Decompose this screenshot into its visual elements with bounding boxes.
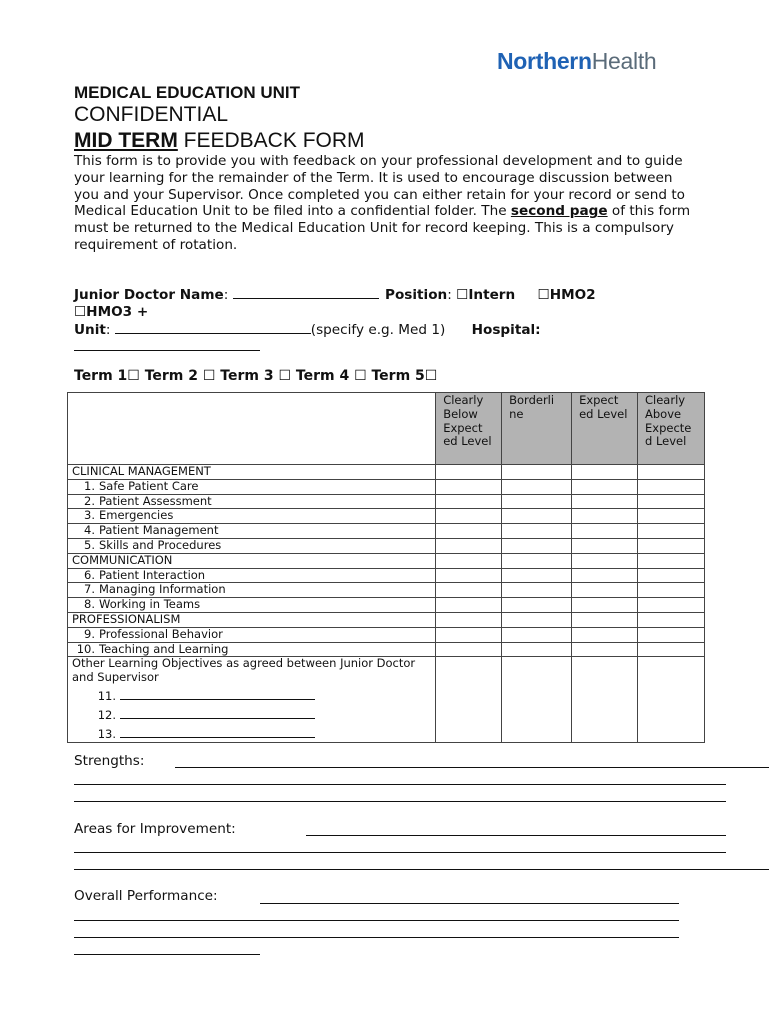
rating-cell[interactable]	[638, 568, 705, 583]
unit-label: Unit	[74, 321, 106, 338]
rating-cell[interactable]	[502, 612, 572, 627]
criterion-label: Working in Teams	[99, 597, 201, 612]
criterion-cell	[68, 509, 436, 524]
rating-cell[interactable]	[638, 642, 705, 657]
section-title: CLINICAL MANAGEMENT	[68, 465, 436, 480]
criterion-label: Professional Behavior	[99, 626, 223, 641]
rating-cell[interactable]	[436, 598, 502, 613]
objective-input-line[interactable]	[120, 708, 315, 719]
rating-cell[interactable]	[502, 553, 572, 568]
rating-cell[interactable]	[502, 465, 572, 480]
unit-hint: (specify e.g. Med 1)	[310, 321, 446, 338]
rating-cell[interactable]	[638, 553, 705, 568]
rating-cell[interactable]	[572, 509, 638, 524]
strengths-line-1[interactable]	[175, 767, 769, 768]
table-row	[68, 568, 705, 583]
objective-item	[72, 708, 431, 723]
intern-checkbox[interactable]: ☐Intern	[456, 287, 516, 303]
hospital-field[interactable]	[74, 338, 260, 351]
section-row	[68, 465, 705, 480]
criterion-cell	[68, 494, 436, 509]
criterion-label: Patient Management	[99, 523, 219, 538]
table-row	[68, 538, 705, 553]
rating-cell[interactable]	[436, 627, 502, 642]
section-title: PROFESSIONALISM	[68, 612, 436, 627]
table-row	[68, 509, 705, 524]
criterion-number: 1.	[84, 478, 95, 493]
rating-cell[interactable]	[572, 642, 638, 657]
rating-cell[interactable]	[436, 642, 502, 657]
rating-cell[interactable]	[572, 568, 638, 583]
rating-cell[interactable]	[502, 494, 572, 509]
rating-cell[interactable]	[502, 538, 572, 553]
header-expected: Expect ed Level	[572, 393, 638, 465]
hmo2-checkbox[interactable]: ☐HMO2	[537, 287, 596, 303]
criterion-cell	[68, 479, 436, 494]
rating-cell[interactable]	[502, 657, 572, 743]
criterion-cell	[68, 598, 436, 613]
rating-cell[interactable]	[502, 642, 572, 657]
table-row	[68, 524, 705, 539]
objective-item	[72, 689, 431, 704]
section-title: COMMUNICATION	[68, 553, 436, 568]
rating-cell[interactable]	[502, 583, 572, 598]
other-objectives-cell	[68, 657, 436, 743]
feedback-table	[67, 392, 705, 743]
table-row	[68, 598, 705, 613]
doctor-details: Junior Doctor Name: Position: ☐Intern ☐HMO2 ☐HMO3 + Unit: (specify e.g. Med 1) Hospital:	[74, 286, 764, 356]
rating-cell[interactable]	[436, 553, 502, 568]
header-blank-cell	[68, 393, 436, 465]
unit-field[interactable]	[115, 321, 311, 334]
objective-number: 13.	[97, 726, 116, 741]
strengths-line-2[interactable]	[74, 784, 726, 785]
rating-cell[interactable]	[572, 627, 638, 642]
confidential-heading: CONFIDENTIAL	[74, 103, 229, 126]
overall-label: Overall Performance:	[74, 888, 218, 904]
rating-cell[interactable]	[572, 524, 638, 539]
rating-cell[interactable]	[502, 598, 572, 613]
rating-cell[interactable]	[502, 524, 572, 539]
rating-cell[interactable]	[572, 583, 638, 598]
criterion-number: 7.	[84, 582, 95, 597]
overall-line-4[interactable]	[74, 954, 260, 955]
rating-cell[interactable]	[638, 509, 705, 524]
overall-line-3[interactable]	[74, 937, 679, 938]
criterion-cell	[68, 568, 436, 583]
form-title: MID TERM FEEDBACK FORM	[74, 129, 365, 152]
rating-cell[interactable]	[436, 583, 502, 598]
criterion-label: Patient Interaction	[99, 567, 206, 582]
rating-cell[interactable]	[572, 553, 638, 568]
criterion-number: 8.	[84, 597, 95, 612]
position-label: Position	[385, 287, 448, 303]
rating-cell[interactable]	[638, 524, 705, 539]
improvement-line-1[interactable]	[306, 835, 726, 836]
section-row	[68, 612, 705, 627]
rating-cell[interactable]	[638, 583, 705, 598]
improvement-line-2[interactable]	[74, 852, 726, 853]
rating-cell[interactable]	[436, 479, 502, 494]
criterion-number: 10.	[76, 641, 95, 656]
rating-cell[interactable]	[502, 627, 572, 642]
rating-cell[interactable]	[572, 612, 638, 627]
criterion-number: 2.	[84, 493, 95, 508]
rating-cell[interactable]	[436, 509, 502, 524]
objective-input-line[interactable]	[120, 727, 315, 738]
criterion-label: Managing Information	[99, 582, 226, 597]
objective-number: 11.	[97, 688, 116, 703]
northern-health-logo: NorthernHealth	[497, 48, 657, 74]
overall-line-2[interactable]	[74, 920, 679, 921]
rating-cell[interactable]	[638, 479, 705, 494]
intro-paragraph: This form is to provide you with feedback on your professional development and to guide your learning for the remainder of the Term. It is used to encourage discussion between you and your Supervisor. Once completed you can either retain for your record or send to Medical Education Unit to be filed into a confidential folder. The second page of this form must be returned to the Medical Education Unit for record keeping. This is a compulsory requirement of rotation.	[74, 153, 691, 253]
doctor-name-label: Junior Doctor Name	[74, 287, 224, 303]
objective-number: 12.	[97, 707, 116, 722]
improvement-label: Areas for Improvement:	[74, 821, 236, 837]
criterion-label: Teaching and Learning	[99, 641, 229, 656]
criterion-cell	[68, 524, 436, 539]
rating-cell[interactable]	[502, 509, 572, 524]
objective-input-line[interactable]	[120, 689, 315, 700]
unit-heading: MEDICAL EDUCATION UNIT	[74, 83, 301, 102]
hospital-label: Hospital:	[471, 321, 541, 338]
rating-cell[interactable]	[638, 598, 705, 613]
criterion-cell	[68, 583, 436, 598]
rating-cell[interactable]	[436, 612, 502, 627]
criterion-cell	[68, 642, 436, 657]
table-row	[68, 627, 705, 642]
rating-cell[interactable]	[436, 524, 502, 539]
table-row	[68, 583, 705, 598]
rating-cell[interactable]	[572, 465, 638, 480]
criterion-label: Safe Patient Care	[99, 478, 199, 493]
rating-cell[interactable]	[572, 479, 638, 494]
strengths-line-3[interactable]	[74, 801, 726, 802]
criterion-cell	[68, 538, 436, 553]
rating-cell[interactable]	[502, 479, 572, 494]
criterion-number: 9.	[84, 626, 95, 641]
criterion-number: 5.	[84, 537, 95, 552]
table-row	[68, 479, 705, 494]
criterion-label: Patient Assessment	[99, 493, 212, 508]
criterion-number: 3.	[84, 508, 95, 523]
rating-cell[interactable]	[572, 598, 638, 613]
doctor-name-field[interactable]	[233, 286, 379, 299]
rating-cell[interactable]	[638, 465, 705, 480]
other-objectives-row	[68, 657, 705, 743]
rating-cell[interactable]	[638, 494, 705, 509]
rating-cell[interactable]	[436, 568, 502, 583]
other-objectives-title: Other Learning Objectives as agreed between Junior Doctor and Supervisor	[72, 656, 416, 685]
term-checkboxes[interactable]: Term 1☐ Term 2 ☐ Term 3 ☐ Term 4 ☐ Term 5☐	[74, 368, 438, 384]
section-row	[68, 553, 705, 568]
table-row	[68, 642, 705, 657]
table-header-row	[68, 393, 705, 465]
rating-cell[interactable]	[572, 657, 638, 743]
rating-cell[interactable]	[436, 494, 502, 509]
rating-cell[interactable]	[436, 465, 502, 480]
criterion-cell	[68, 627, 436, 642]
strengths-label: Strengths:	[74, 753, 145, 769]
rating-cell[interactable]	[638, 538, 705, 553]
rating-cell[interactable]	[572, 494, 638, 509]
criterion-label: Skills and Procedures	[99, 537, 222, 552]
rating-cell[interactable]	[638, 612, 705, 627]
table-row	[68, 494, 705, 509]
criterion-number: 6.	[84, 567, 95, 582]
header-clearly-above: Clearly Above Expecte d Level	[638, 393, 705, 465]
header-borderline: Borderli ne	[502, 393, 572, 465]
rating-cell[interactable]	[436, 657, 502, 743]
improvement-line-3[interactable]	[74, 869, 769, 870]
rating-cell[interactable]	[436, 538, 502, 553]
rating-cell[interactable]	[638, 657, 705, 743]
header-clearly-below: Clearly Below Expect ed Level	[436, 393, 502, 465]
criterion-label: Emergencies	[99, 508, 174, 523]
rating-cell[interactable]	[638, 627, 705, 642]
hmo3-checkbox[interactable]: ☐HMO3 +	[74, 303, 149, 320]
rating-cell[interactable]	[572, 538, 638, 553]
overall-line-1[interactable]	[260, 903, 679, 904]
criterion-number: 4.	[84, 523, 95, 538]
rating-cell[interactable]	[502, 568, 572, 583]
objective-item	[72, 727, 431, 742]
